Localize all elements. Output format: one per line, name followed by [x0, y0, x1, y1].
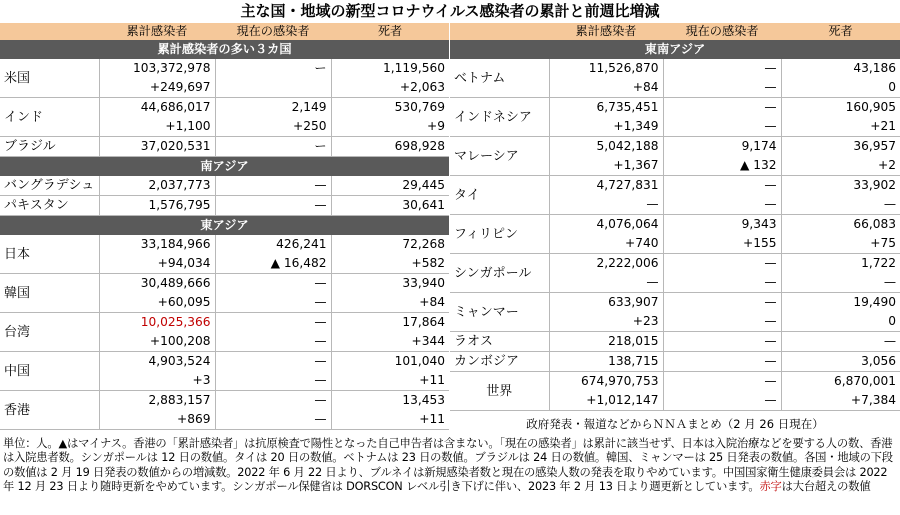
cell: 30,489,666 — [99, 274, 215, 294]
cell: 6,735,451 — [549, 98, 663, 118]
section-south-asia: 南アジア — [0, 157, 449, 177]
cell: 4,903,524 — [99, 352, 215, 372]
cell: — — [781, 273, 900, 293]
country-name: 世界 — [450, 372, 549, 411]
cell: 9,174 — [663, 137, 781, 157]
cell: +11 — [331, 410, 449, 430]
cell: 1,576,795 — [99, 196, 215, 216]
cell: 633,907 — [549, 293, 663, 313]
cell: 674,970,753 — [549, 372, 663, 392]
country-name: ミャンマー — [450, 293, 549, 332]
cell: +11 — [331, 371, 449, 391]
cell: +1,367 — [549, 156, 663, 176]
cell: — — [663, 273, 781, 293]
cell: — — [663, 117, 781, 137]
page-title: 主な国・地域の新型コロナウイルス感染者の累計と前週比増減 — [240, 2, 660, 20]
country-name: ベトナム — [450, 59, 549, 98]
country-name: カンボジア — [454, 354, 520, 369]
row-laos — [450, 332, 900, 352]
cell: +2,063 — [331, 78, 449, 98]
cell: — — [215, 196, 331, 216]
cell: +21 — [781, 117, 900, 137]
cell: — — [663, 176, 781, 196]
cell: +60,095 — [99, 293, 215, 313]
cell: +155 — [663, 234, 781, 254]
cell: 2,883,157 — [99, 391, 215, 411]
cell: — — [781, 332, 900, 352]
cell: — — [549, 195, 663, 215]
cell: +84 — [549, 78, 663, 98]
cell: +3 — [99, 371, 215, 391]
cell: 698,928 — [331, 137, 449, 157]
right-table — [450, 23, 900, 411]
cell: 2,037,773 — [99, 176, 215, 196]
cell: — — [215, 391, 331, 411]
cell: +249,697 — [99, 78, 215, 98]
cell: 4,727,831 — [549, 176, 663, 196]
row-malaysia — [450, 137, 900, 157]
cell: +75 — [781, 234, 900, 254]
cell: +344 — [331, 332, 449, 352]
cell: — — [663, 391, 781, 411]
cell: — — [215, 293, 331, 313]
cell: — — [215, 313, 331, 333]
cell: 3,056 — [781, 352, 900, 372]
cell: +2 — [781, 156, 900, 176]
footnote-red-word: 赤字 — [759, 480, 782, 494]
cell: — — [663, 195, 781, 215]
cell-highlight: 10,025,366 — [99, 313, 215, 333]
cell: 103,372,978 — [99, 59, 215, 78]
cell: — — [215, 274, 331, 294]
cell: ー — [215, 137, 331, 157]
country-name: マレーシア — [450, 137, 549, 176]
cell: 19,490 — [781, 293, 900, 313]
footnote-red-rest: は大台超えの数値 — [781, 480, 871, 494]
country-name: ラオス — [454, 334, 493, 349]
country-name: インド — [0, 98, 99, 137]
cell: 5,042,188 — [549, 137, 663, 157]
cell: 43,186 — [781, 59, 900, 78]
cell: — — [781, 195, 900, 215]
footnote-main: 単位：人。▲はマイナス。香港の「累計感染者」は抗原検査で陽性となった自己申告者は含まない。「現在の感染者」は累計に該当せず、日本は入院治療などを要する人の数、香港は入院患者数。シンガポールは 12 日の数値。タイは 20 日の数値。ベトナムは 23 日の数値。ブラジルは 24 日の数値。韓国、ミャンマーは 25 日発表の数値。各国・地域の下段の数値は 2 月 19 日発表の数値からの増減数。2022 年 6 月 22 日より、ブルネイは新規感染者数と現在の感染人数の発表を取りやめています。中国国家衛生健康委員会は 2022 年 12 月 23 日より随時更新をやめています。シンガポール保健省は DORSCON レベル引き下げに伴い、2023 年 2 月 13 日より週更新としています。 — [3, 437, 893, 494]
cell: 11,526,870 — [549, 59, 663, 78]
cell: 160,905 — [781, 98, 900, 118]
source-credit: 政府発表・報道などからＮＮＡまとめ（2 月 26 日現在） — [526, 417, 824, 431]
section-southeast-asia: 東南アジア — [450, 40, 900, 59]
cell: 44,686,017 — [99, 98, 215, 118]
cell: 101,040 — [331, 352, 449, 372]
cell: — — [663, 254, 781, 274]
country-name: パキスタン — [4, 198, 69, 213]
row-myanmar — [450, 293, 900, 313]
header-cumulative: 累計感染者 — [99, 23, 215, 40]
country-name: タイ — [450, 176, 549, 215]
cell: +740 — [549, 234, 663, 254]
cell: +1,012,147 — [549, 391, 663, 411]
row-taiwan — [0, 313, 449, 333]
cell: 72,268 — [331, 235, 449, 254]
row-philippines — [450, 215, 900, 235]
cell: — — [215, 371, 331, 391]
cell: 218,015 — [549, 332, 663, 352]
cell: — — [663, 293, 781, 313]
column-header-row — [0, 23, 449, 40]
row-bangladesh — [0, 176, 449, 196]
header-current: 現在の感染者 — [663, 23, 781, 40]
cell: 6,870,001 — [781, 372, 900, 392]
cell: 13,453 — [331, 391, 449, 411]
cell: 2,149 — [215, 98, 331, 118]
cell: 66,083 — [781, 215, 900, 235]
cell: 2,222,006 — [549, 254, 663, 274]
header-cumulative: 累計感染者 — [549, 23, 663, 40]
cell: +869 — [99, 410, 215, 430]
cell: 30,641 — [331, 196, 449, 216]
row-cambodia — [450, 352, 900, 372]
cell: — — [215, 176, 331, 196]
cell: ▲ 132 — [663, 156, 781, 176]
cell: — — [663, 332, 781, 352]
cell: — — [663, 78, 781, 98]
cell: — — [215, 332, 331, 352]
cell: — — [549, 273, 663, 293]
country-name: 中国 — [0, 352, 99, 391]
cell: 9,343 — [663, 215, 781, 235]
footnotes — [3, 437, 898, 495]
country-name: フィリピン — [450, 215, 549, 254]
row-pakistan — [0, 196, 449, 216]
row-korea — [0, 274, 449, 294]
row-vietnam — [450, 59, 900, 78]
country-name: インドネシア — [450, 98, 549, 137]
cell: 33,184,966 — [99, 235, 215, 254]
cell: 0 — [781, 312, 900, 332]
country-name: 米国 — [0, 59, 99, 98]
cell: — — [663, 312, 781, 332]
row-world — [450, 372, 900, 392]
cell: 37,020,531 — [99, 137, 215, 157]
cell: +1,349 — [549, 117, 663, 137]
cell: 1,722 — [781, 254, 900, 274]
cell: +250 — [215, 117, 331, 137]
cell: — — [663, 98, 781, 118]
cell: 36,957 — [781, 137, 900, 157]
row-usa — [0, 59, 449, 78]
country-name: バングラデシュ — [4, 178, 95, 193]
cell: — — [663, 59, 781, 78]
cell: 33,940 — [331, 274, 449, 294]
row-brazil — [0, 137, 449, 157]
cell — [215, 78, 331, 98]
cell: +9 — [331, 117, 449, 137]
header-current: 現在の感染者 — [215, 23, 331, 40]
header-deaths: 死者 — [331, 23, 449, 40]
cell: +84 — [331, 293, 449, 313]
row-japan — [0, 235, 449, 254]
cell: — — [663, 372, 781, 392]
cell: — — [215, 352, 331, 372]
cell: 426,241 — [215, 235, 331, 254]
country-name: 香港 — [0, 391, 99, 430]
cell: ー — [215, 59, 331, 78]
cell: +23 — [549, 312, 663, 332]
cell: 138,715 — [549, 352, 663, 372]
row-indonesia — [450, 98, 900, 118]
country-name: 韓国 — [0, 274, 99, 313]
cell: +94,034 — [99, 254, 215, 274]
row-china — [0, 352, 449, 372]
country-name: シンガポール — [450, 254, 549, 293]
row-singapore — [450, 254, 900, 274]
cell: ▲ 16,482 — [215, 254, 331, 274]
cell: 0 — [781, 78, 900, 98]
row-thailand — [450, 176, 900, 196]
country-name: 台湾 — [0, 313, 99, 352]
cell: +582 — [331, 254, 449, 274]
cell: +100,208 — [99, 332, 215, 352]
cell: 33,902 — [781, 176, 900, 196]
cell: 17,864 — [331, 313, 449, 333]
section-top3: 累計感染者の多い３カ国 — [0, 40, 449, 59]
cell: +7,384 — [781, 391, 900, 411]
section-east-asia: 東アジア — [0, 216, 449, 236]
cell: — — [215, 410, 331, 430]
row-hongkong — [0, 391, 449, 411]
country-name: 日本 — [0, 235, 99, 274]
cell: 530,769 — [331, 98, 449, 118]
header-deaths: 死者 — [781, 23, 900, 40]
country-name: ブラジル — [4, 139, 56, 154]
cell: 1,119,560 — [331, 59, 449, 78]
left-table — [0, 23, 449, 430]
cell: 4,076,064 — [549, 215, 663, 235]
cell: +1,100 — [99, 117, 215, 137]
cell: 29,445 — [331, 176, 449, 196]
cell: — — [663, 352, 781, 372]
row-india — [0, 98, 449, 118]
